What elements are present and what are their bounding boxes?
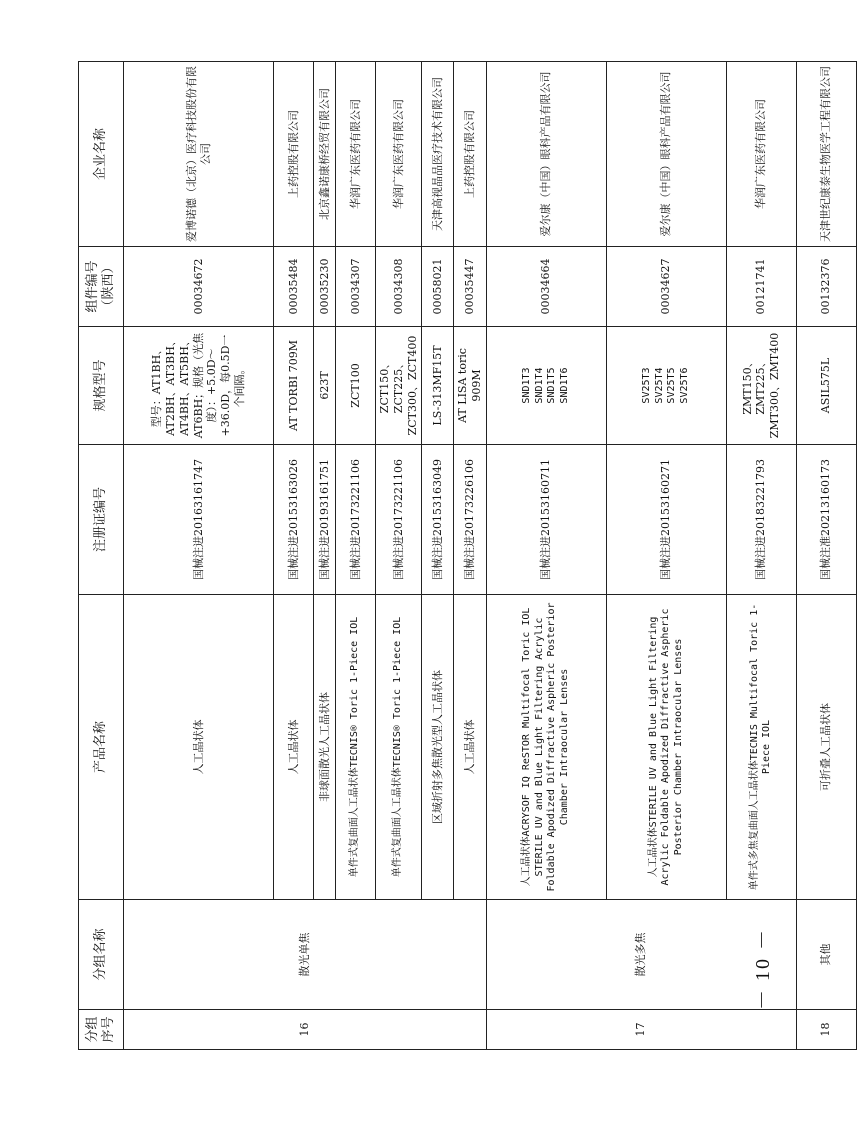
spec-cell [606,327,726,445]
group-name-cell: 散光多焦 [486,900,796,1010]
page-number: － 10 － [752,928,774,1010]
group-name-cell: 散光单焦 [124,900,487,1010]
spec-line: SV25T5 [666,367,678,404]
spec-cell [796,327,856,445]
reg-no-cell: 国械注进20153163026 [274,445,314,595]
reg-no-cell: 国械注进20153160711 [486,445,606,595]
reg-no-cell: 国械注进20163161747 [124,445,274,595]
spec-line: SV25T3 [641,367,653,404]
header-group-name: 分组名称 [79,900,124,1010]
spec-line: AT TORBI 709M [286,340,300,431]
company-cell: 华润广东医药有限公司 [336,62,376,247]
product-name-cell: 人工晶状体STERILE UV and Blue Light Filtering Acrylic Foldable Apodized Diffractive Aspheric Posterior Chamber Intraocular Lenses [606,595,726,900]
product-name-cell: 人工晶状体ACRYSOF IQ ReSTOR Multifocal Toric IOL STERILE UV and Blue Light Filtering Acrylic Foldable Apodized Diffractive Aspheric Posterior Chamber Intraocular Lenses [486,595,606,900]
spec-line: ZMT150、ZMT225、ZMT300、ZMT400 [740,332,782,439]
spec-line: LS-313MF15T [430,345,444,426]
component-no-cell: 00034672 [124,247,274,327]
spec-line: 623T [317,371,331,400]
spec-cell [422,327,454,445]
company-cell: 上药控股有限公司 [454,62,487,247]
company-cell: 上药控股有限公司 [274,62,314,247]
spec-cell [274,327,314,445]
spec-line: SV25T6 [678,367,690,404]
reg-no-cell: 国械注进20193161751 [314,445,336,595]
spec-cell [486,327,606,445]
header-group-no: 分组序号 [79,1010,124,1050]
spec-cell [454,327,487,445]
component-no-cell: 00034664 [486,247,606,327]
company-cell: 华润广东医药有限公司 [376,62,422,247]
component-no-cell: 00035484 [274,247,314,327]
component-no-cell: 00058021 [422,247,454,327]
component-no-cell: 00034307 [336,247,376,327]
spec-line: ZCT100 [348,363,362,408]
component-no-cell: 00121741 [726,247,796,327]
reg-no-cell: 国械注进20153160271 [606,445,726,595]
spec-line: SV25T4 [653,367,665,404]
product-name-cell: 可折叠人工晶状体 [796,595,856,900]
table-row [124,62,274,1050]
company-cell: 爱博诺德（北京）医疗科技股份有限公司 [124,62,274,247]
product-name-cell: 单件式多焦复曲面人工晶状体TECNIS Multifocal Toric 1-Piece IOL [726,595,796,900]
spec-line: SND1T5 [546,367,558,404]
header-product-name: 产品名称 [79,595,124,900]
component-no-cell: 00034627 [606,247,726,327]
company-cell: 北京鑫诺康桥经贸有限公司 [314,62,336,247]
reg-no-cell: 国械注进20173226106 [454,445,487,595]
product-name-cell: 人工晶状体 [454,595,487,900]
reg-no-cell: 国械注进20153163049 [422,445,454,595]
company-cell: 天津高视晶品医疗技术有限公司 [422,62,454,247]
group-name-cell: 其他 [796,900,856,1010]
product-name-cell: 人工晶状体 [274,595,314,900]
component-no-cell: 00035447 [454,247,487,327]
spec-line: SND1T6 [558,367,570,404]
table-row [486,62,606,1050]
company-cell: 爱尔康（中国）眼科产品有限公司 [486,62,606,247]
spec-line: ASIL575L [819,357,833,414]
group-no-cell: 16 [124,1010,487,1050]
product-name-cell: 单件式复曲面人工晶状体TECNIS® Toric 1-Piece IOL [336,595,376,900]
spec-line: ZCT150、ZCT225、ZCT300、ZCT400 [378,335,419,436]
spec-cell [314,327,336,445]
spec-cell [376,327,422,445]
group-no-cell: 17 [486,1010,796,1050]
table-row [796,62,856,1050]
product-table [78,61,857,1050]
header-spec: 规格型号 [79,327,124,445]
header-reg-no: 注册证编号 [79,445,124,595]
component-no-cell: 00132376 [796,247,856,327]
component-no-cell: 00034308 [376,247,422,327]
spec-line: SND1T4 [533,367,545,404]
header-company: 企业名称 [79,62,124,247]
spec-cell [124,327,274,445]
product-name-cell: 单件式复曲面人工晶状体TECNIS® Toric 1-Piece IOL [376,595,422,900]
company-cell: 爱尔康（中国）眼科产品有限公司 [606,62,726,247]
component-no-cell: 00035230 [314,247,336,327]
reg-no-cell: 国械注进20173221106 [336,445,376,595]
product-name-cell: 非球面散光人工晶状体 [314,595,336,900]
table-body [124,62,857,1050]
spec-line: SND1T3 [521,367,533,404]
spec-line: AT LISA toric 909M [456,348,483,423]
product-name-cell: 区域折射多焦散光型人工晶状体 [422,595,454,900]
header-row [79,62,124,1050]
company-cell: 华润广东医药有限公司 [726,62,796,247]
reg-no-cell: 国械注进20173221106 [376,445,422,595]
header-component-no: 组件编号（陕西） [79,247,124,327]
spec-cell [726,327,796,445]
group-no-cell: 18 [796,1010,856,1050]
reg-no-cell: 国械注准20213160173 [796,445,856,595]
reg-no-cell: 国械注进20183221793 [726,445,796,595]
spec-line: 型号：AT1BH、AT2BH、AT3BH、AT4BH、AT5BH、AT6BH；规格（光焦度）：+5.0D～+36.0D，每0.5D一个间隔。 [150,332,246,439]
company-cell: 天津世纪康泰生物医学工程有限公司 [796,62,856,247]
product-name-cell: 人工晶状体 [124,595,274,900]
spec-cell [336,327,376,445]
